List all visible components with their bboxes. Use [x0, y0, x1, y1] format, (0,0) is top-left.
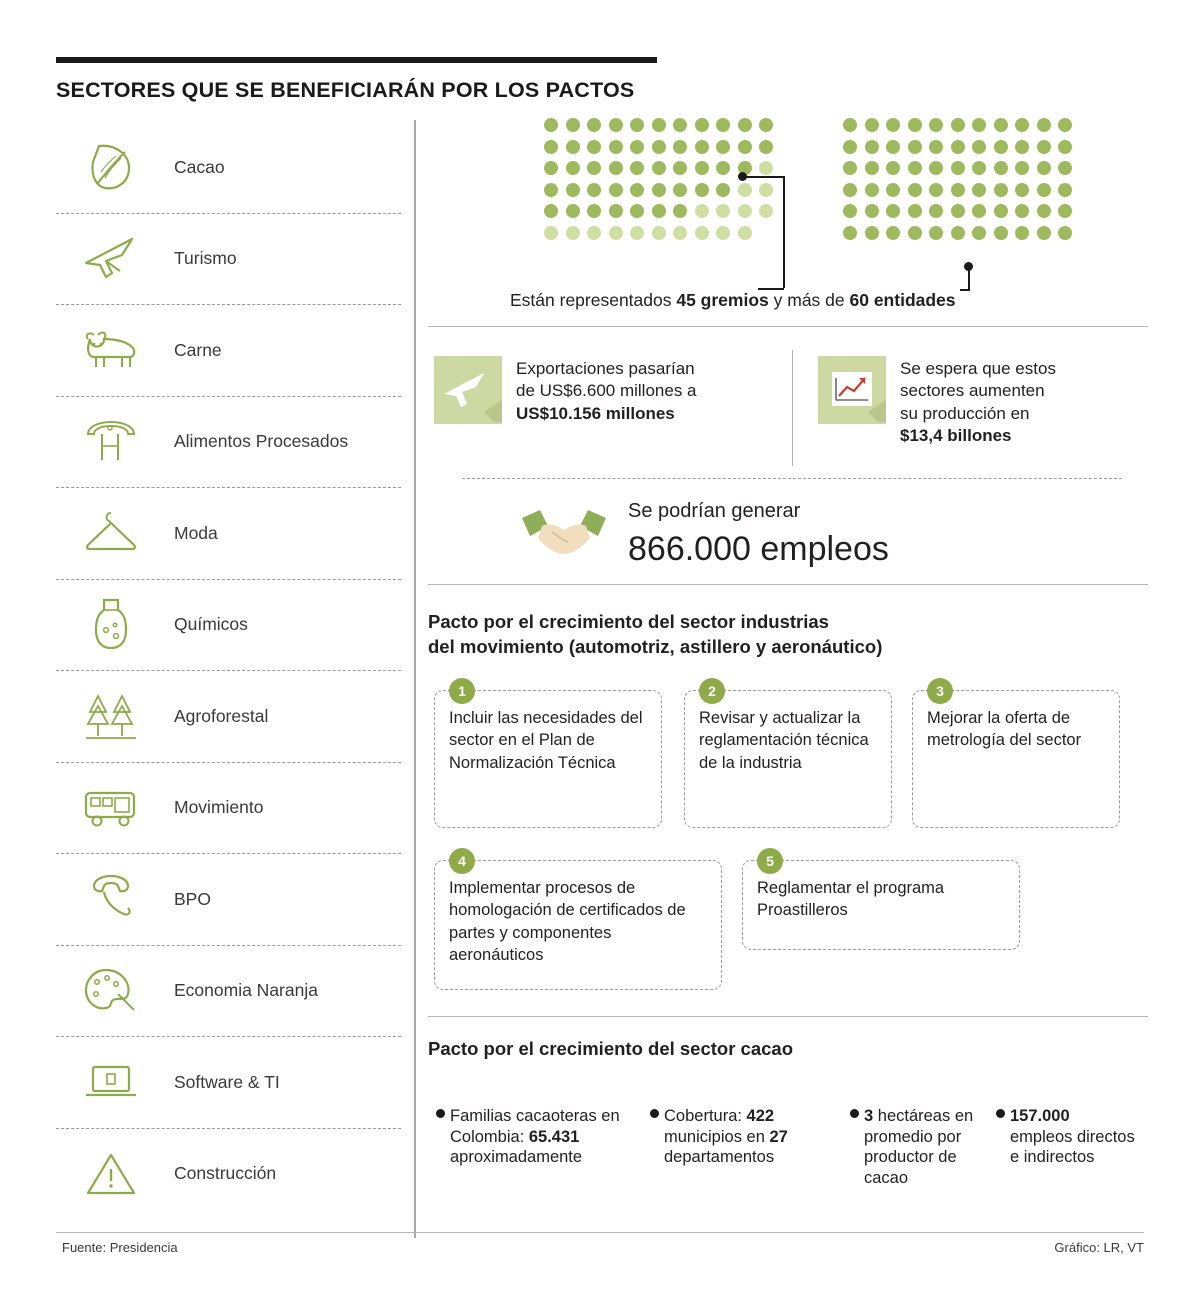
divider-after-dots — [428, 326, 1148, 327]
stat-exports-text — [502, 356, 697, 425]
pacto-title-line1: Pacto por el crecimiento del sector industrias — [428, 611, 829, 632]
laptop-icon — [56, 1059, 166, 1105]
node-text-pre: Familias cacaoteras en Colombia: — [450, 1107, 620, 1146]
card-text: Implementar procesos de homologación de certificados de partes y componentes aeronáuticos — [449, 879, 686, 964]
title-rule — [56, 57, 657, 63]
right-column — [428, 118, 1148, 1187]
sector-item-turismo — [56, 214, 401, 306]
node-text-post: hectáreas en promedio por productor de cacao — [864, 1107, 974, 1187]
dot-row — [544, 183, 781, 205]
node-text-mid: municipios en — [664, 1127, 770, 1146]
airplane-icon — [56, 233, 166, 285]
card-text: Incluir las necesidades del sector en el Plan de Normalización Técnica — [449, 709, 643, 772]
footer-divider — [56, 1232, 1144, 1233]
stat-line: Exportaciones pasarían — [516, 359, 695, 378]
stat-production — [818, 356, 1138, 448]
card-text: Mejorar la oferta de metrología del sector — [927, 709, 1082, 750]
node-dot — [850, 1109, 859, 1118]
pacto-card-4[interactable] — [434, 852, 722, 990]
dot-row — [544, 226, 781, 248]
sector-item-agroforestal — [56, 671, 401, 763]
card-number-badge: 5 — [757, 848, 783, 874]
sector-item-construccion — [56, 1129, 401, 1220]
pacto-card-3[interactable] — [912, 682, 1120, 828]
sector-label — [166, 431, 348, 452]
sector-label: Cacao — [174, 156, 225, 177]
caption-mid: y más de — [768, 290, 850, 310]
sector-item-bpo — [56, 854, 401, 946]
jobs-value: 866.000 empleos — [628, 530, 889, 568]
sector-label: Construcción — [174, 1163, 277, 1184]
dot-row — [544, 118, 781, 140]
caption-pre: Están representados — [510, 290, 677, 310]
dot-row — [544, 204, 781, 226]
cow-icon — [56, 327, 166, 373]
representation-caption — [510, 290, 956, 311]
node-value: 3 — [864, 1107, 874, 1125]
dot-row — [544, 140, 781, 162]
sector-label: Software & TI — [174, 1071, 280, 1092]
airplane-icon — [434, 356, 502, 424]
node-text — [850, 1106, 1000, 1189]
growth-chart-icon — [818, 356, 886, 424]
page-title: SECTORES QUE SE BENEFICIARÁN POR LOS PACTOS — [56, 78, 635, 102]
column-divider — [414, 120, 416, 1238]
handshake-icon — [518, 496, 610, 572]
pacto-title-line2: del movimiento (automotriz, astillero y aeronáutico) — [428, 635, 883, 657]
sector-label: Moda — [174, 522, 218, 543]
cacao-node-hectareas — [850, 1106, 1000, 1189]
dot-row — [843, 118, 1080, 140]
card-number-badge: 1 — [449, 678, 475, 704]
palette-icon — [56, 964, 166, 1018]
sector-label: Químicos — [174, 614, 248, 635]
dot-row — [843, 204, 1080, 226]
sector-item-quimicos — [56, 580, 401, 672]
card-text: Revisar y actualizar la reglamentación técnica de la industria — [699, 709, 869, 772]
dot-row — [843, 183, 1080, 205]
telephone-icon — [56, 872, 166, 926]
node-dot — [650, 1109, 659, 1118]
sector-item-cacao — [56, 122, 401, 214]
pacto-card-2[interactable] — [684, 682, 892, 828]
card-number-badge: 2 — [699, 678, 725, 704]
node-text-post: empleos directos e indirectos — [1010, 1127, 1135, 1167]
sector-item-economia-naranja — [56, 946, 401, 1038]
node-text — [650, 1106, 852, 1168]
sectors-list — [56, 122, 401, 1219]
caption-entidades: 60 entidades — [849, 290, 956, 310]
credit-label: Gráfico: LR, VT — [1054, 1240, 1144, 1255]
divider-dashed-jobs — [462, 478, 1122, 479]
dot-row — [843, 161, 1080, 183]
sector-item-alimentos-procesados — [56, 397, 401, 489]
stats-row — [428, 350, 1148, 480]
sector-label: Turismo — [174, 248, 237, 269]
dot-matrix-entidades — [843, 118, 1080, 247]
divider-after-jobs — [428, 584, 1148, 585]
forest-trees-icon — [56, 688, 166, 744]
divider-before-cacao — [428, 1016, 1148, 1017]
sector-label-text: Alimentos Procesados — [174, 431, 349, 452]
pacto-card-5[interactable] — [742, 852, 1020, 950]
node-value: 422 — [746, 1107, 775, 1125]
sector-item-software-ti — [56, 1037, 401, 1129]
dot-matrices — [428, 118, 1148, 308]
node-text-post: aproximadamente — [450, 1148, 583, 1167]
stat-jobs — [428, 488, 1148, 584]
flask-icon — [56, 596, 166, 654]
dot-matrix-gremios — [544, 118, 781, 247]
sector-label-text: Economia Naranja — [174, 980, 318, 1001]
card-number-badge: 3 — [927, 678, 953, 704]
bus-icon — [56, 785, 166, 831]
card-text: Reglamentar el programa Proastilleros — [757, 879, 945, 920]
sector-item-carne — [56, 305, 401, 397]
sector-label: BPO — [174, 888, 211, 909]
caption-gremios: 45 gremios — [676, 290, 769, 310]
stats-separator — [792, 350, 793, 466]
pacto-card-1[interactable] — [434, 682, 662, 828]
clothes-hanger-icon — [56, 507, 166, 559]
stat-exports — [434, 356, 774, 425]
cacao-node-familias — [436, 1106, 636, 1168]
food-processing-icon — [56, 416, 166, 468]
sector-item-moda — [56, 488, 401, 580]
source-label: Fuente: Presidencia — [62, 1240, 178, 1255]
stat-line: de US$6.600 millones a — [516, 381, 697, 401]
stat-line: Se espera que estos — [900, 359, 1056, 378]
sector-label: Movimiento — [174, 797, 264, 818]
sector-label — [166, 980, 318, 1001]
stat-value: US$10.156 millones — [516, 403, 675, 423]
warning-triangle-icon — [56, 1149, 166, 1199]
node-text-post: departamentos — [664, 1148, 775, 1167]
cacao-leaf-icon — [56, 138, 166, 196]
pacto-movimiento-title — [428, 610, 1068, 660]
dot-row — [843, 226, 1080, 248]
sector-label: Carne — [174, 339, 222, 360]
dot-row — [843, 140, 1080, 162]
cacao-node-empleos — [996, 1106, 1136, 1168]
sector-label: Agroforestal — [174, 705, 269, 726]
node-text-pre: Cobertura: — [664, 1107, 747, 1125]
stat-line: sectores aumenten — [900, 381, 1045, 401]
node-dot — [996, 1109, 1005, 1118]
node-value: 65.431 — [528, 1127, 580, 1146]
node-text — [436, 1106, 636, 1168]
cacao-nodes — [428, 1106, 1148, 1226]
node-dot — [436, 1109, 445, 1118]
sector-item-movimiento — [56, 763, 401, 855]
stat-line: su producción en — [900, 403, 1030, 423]
jobs-caption: Se podrían generar — [628, 500, 801, 522]
node-value-2: 27 — [769, 1127, 788, 1146]
stat-value: $13,4 billones — [900, 426, 1012, 446]
card-number-badge: 4 — [449, 848, 475, 874]
stat-production-text — [886, 356, 1056, 448]
cacao-node-cobertura — [650, 1106, 852, 1168]
node-value: 157.000 — [1010, 1107, 1070, 1125]
pacto-cacao-title: Pacto por el crecimiento del sector cacao — [428, 1038, 794, 1059]
node-text — [996, 1106, 1136, 1168]
